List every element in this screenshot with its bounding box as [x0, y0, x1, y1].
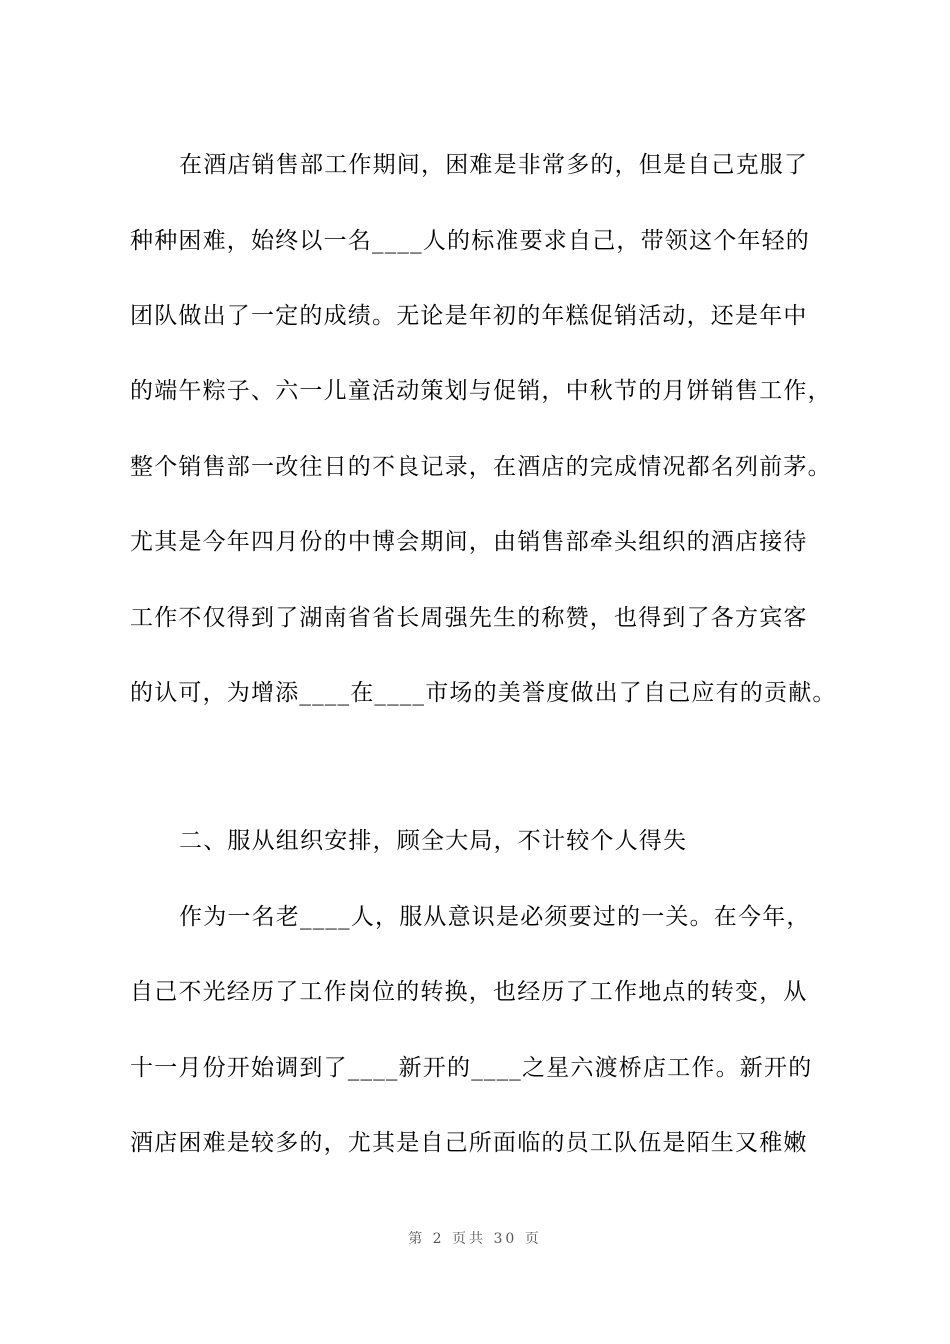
paragraph-1-line-2: 种种困难，始终以一名____人的标准要求自己，带领这个年轻的	[130, 228, 810, 254]
paragraph-1-line-7: 工作不仅得到了湖南省省长周强先生的称赞，也得到了各方宾客	[130, 605, 808, 631]
paragraph-1-line-4: 的端午粽子、六一儿童活动策划与促销，中秋节的月饼销售工作，	[130, 378, 832, 404]
paragraph-2-line-1: 作为一名老____人，服从意识是必须要过的一关。在今年，	[179, 904, 811, 930]
paragraph-2-line-3: 十一月份开始调到了____新开的____之星六渡桥店工作。新开的	[130, 1055, 813, 1081]
paragraph-1-line-3: 团队做出了一定的成绩。无论是年初的年糕促销活动，还是年中	[130, 303, 808, 329]
paragraph-2-line-2: 自己不光经历了工作岗位的转换，也经历了工作地点的转变，从	[130, 979, 808, 1005]
section-heading-2: 二、服从组织安排，顾全大局，不计较个人得失	[179, 828, 688, 854]
paragraph-1-line-1: 在酒店销售部工作期间，困难是非常多的，但是自己克服了	[179, 152, 809, 178]
page-footer: 第 2 页共 30 页	[408, 1231, 542, 1247]
paragraph-1-line-6: 尤其是今年四月份的中博会期间，由销售部牵头组织的酒店接待	[130, 529, 808, 555]
paragraph-2-line-4: 酒店困难是较多的，尤其是自己所面临的员工队伍是陌生又稚嫩	[130, 1130, 808, 1156]
paragraph-1-line-8: 的认可，为增添____在____市场的美誉度做出了自己应有的贡献。	[130, 680, 837, 706]
paragraph-1-line-5: 整个销售部一改往日的不良记录，在酒店的完成情况都名列前茅。	[130, 454, 832, 480]
